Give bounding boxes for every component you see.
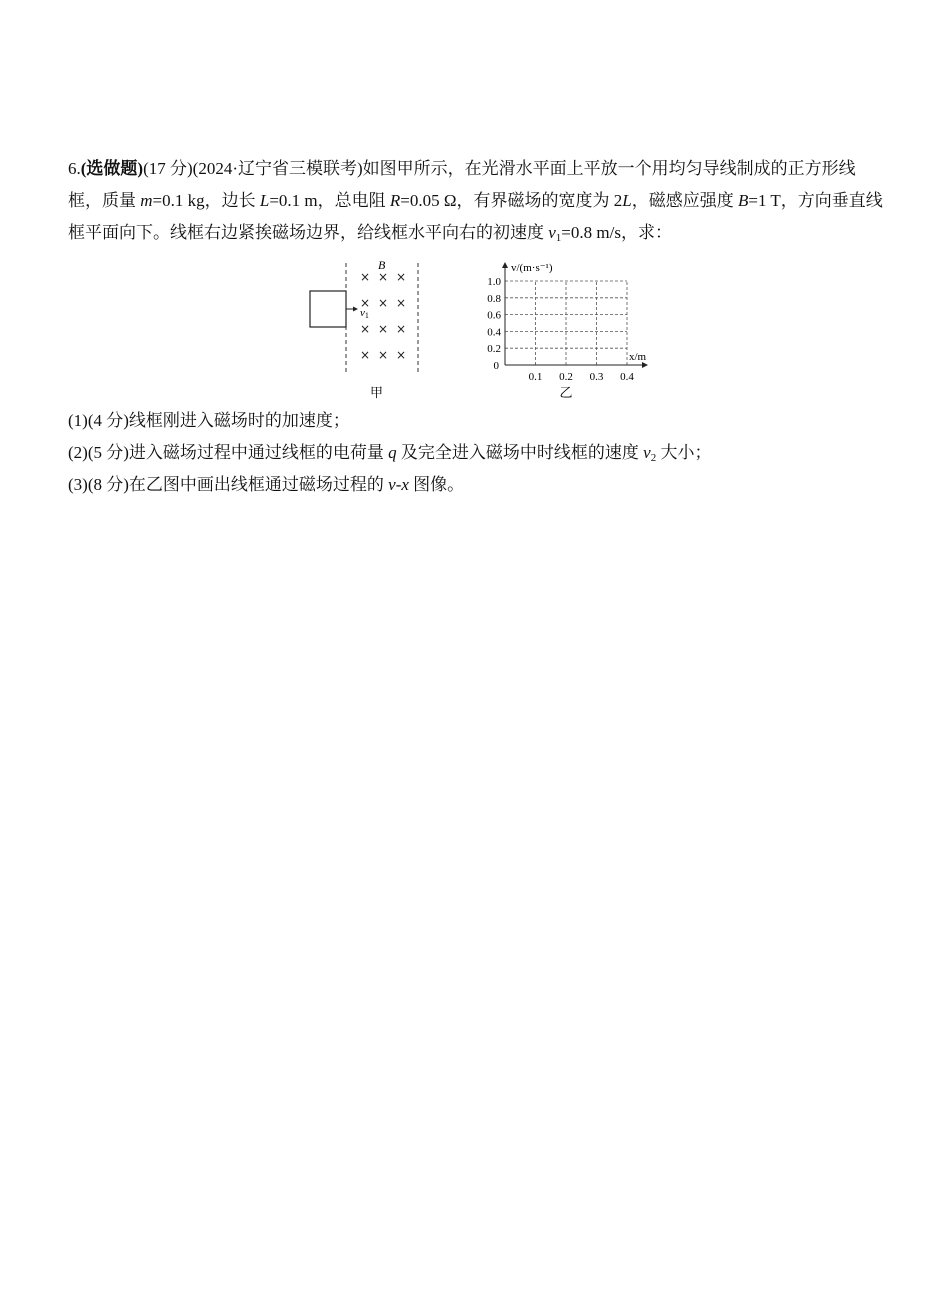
- subquestion-1: [68, 405, 888, 437]
- chart-layer: [487, 262, 648, 400]
- stem-text: 如图甲所示，在光滑水平面上平放一个用均匀导线制成的正方形线框，质量: [68, 159, 856, 210]
- field-cross: ×: [378, 296, 389, 310]
- caption-jia: 甲: [370, 385, 384, 400]
- x-tick-label: 0.4: [620, 371, 634, 383]
- sub-2: 2: [650, 452, 657, 464]
- sym-q: q: [388, 443, 397, 462]
- subq-text: 图像。: [408, 475, 465, 494]
- question-points: (17 分): [143, 159, 193, 178]
- stem-text: =0.8 m/s，求：: [561, 223, 672, 242]
- sym-v: v: [643, 443, 651, 462]
- subq-text: 大小；: [656, 443, 712, 462]
- subquestion-3: [68, 469, 888, 501]
- sym-L: L: [622, 191, 632, 210]
- origin-label: 0: [493, 360, 499, 372]
- stem-text: =0.1 kg，边长: [152, 191, 260, 210]
- field-cross: ×: [378, 270, 389, 284]
- y-tick-label: 0.8: [487, 292, 501, 305]
- sym-B: B: [738, 191, 749, 210]
- question-type: (选做题): [80, 159, 144, 178]
- field-cross: ×: [396, 348, 407, 362]
- subq-points: (8 分): [87, 475, 129, 494]
- figure-yi: [473, 255, 663, 405]
- y-axis-label: v/(m·s⁻¹): [511, 262, 553, 274]
- stem-text: =0.05 Ω，有界磁场的宽度为 2: [400, 191, 623, 210]
- sym-L: L: [259, 191, 270, 210]
- x-tick-label: 0.3: [589, 371, 604, 383]
- field-cross: ×: [378, 348, 389, 362]
- sym-m: m: [140, 191, 153, 210]
- question-6: [68, 153, 888, 501]
- x-tick-label: 0.2: [559, 371, 573, 383]
- field-cross: ×: [378, 322, 389, 336]
- subq-number: (2): [68, 443, 88, 462]
- stem-text: =0.1 m，总电阻: [269, 191, 390, 210]
- subq-text: 及完全进入磁场中时线框的速度: [396, 443, 644, 462]
- y-tick-label: 0.6: [487, 309, 501, 322]
- subq-number: (1): [68, 411, 88, 430]
- field-cross: ×: [360, 296, 371, 310]
- sym-v-x: v-x: [388, 475, 409, 494]
- subq-text: 线框刚进入磁场时的加速度；: [128, 411, 350, 430]
- velocity-arrowhead: [353, 307, 358, 312]
- y-tick-label: 0.2: [487, 343, 501, 356]
- subq-number: (3): [68, 475, 88, 494]
- caption-yi: 乙: [559, 385, 573, 400]
- field-cross: ×: [360, 270, 371, 284]
- sub-1: 1: [555, 232, 562, 244]
- velocity-symbol: v: [360, 307, 365, 319]
- question-stem: [68, 153, 888, 249]
- stem-text: ，磁感应强度: [631, 191, 738, 210]
- stem-text: =1 T，方向垂直线框平面向下。线框右边紧挨磁场边界，给线框水平向右的初速度: [68, 191, 883, 242]
- y-tick-label: 1.0: [487, 276, 501, 288]
- field-label-B: B: [378, 258, 386, 272]
- field-cross: ×: [396, 322, 407, 336]
- subq-points: (5 分): [87, 443, 129, 462]
- field-cross: ×: [396, 270, 407, 284]
- figures: [68, 255, 888, 405]
- x-axis-label: x/m: [629, 351, 647, 363]
- question-source: (2024·辽宁省三模联考): [192, 159, 363, 178]
- velocity-subscript: 1: [364, 311, 369, 320]
- subq-points: (4 分): [87, 411, 129, 430]
- sym-R: R: [389, 191, 401, 210]
- y-tick-label: 0.4: [487, 326, 501, 339]
- question-number: 6.: [68, 159, 81, 178]
- subq-text: 在乙图中画出线框通过磁场过程的: [128, 475, 389, 494]
- subq-text: 进入磁场过程中通过线框的电荷量: [128, 443, 389, 462]
- sym-v: v: [548, 223, 556, 242]
- field-cross: ×: [396, 296, 407, 310]
- field-cross: ×: [360, 348, 371, 362]
- square-coil: [310, 291, 346, 327]
- figure-jia: [306, 255, 446, 405]
- y-axis-arrowhead: [502, 262, 508, 268]
- subquestion-2: [68, 437, 888, 469]
- x-tick-label: 0.1: [528, 371, 543, 383]
- field-cross: ×: [360, 322, 371, 336]
